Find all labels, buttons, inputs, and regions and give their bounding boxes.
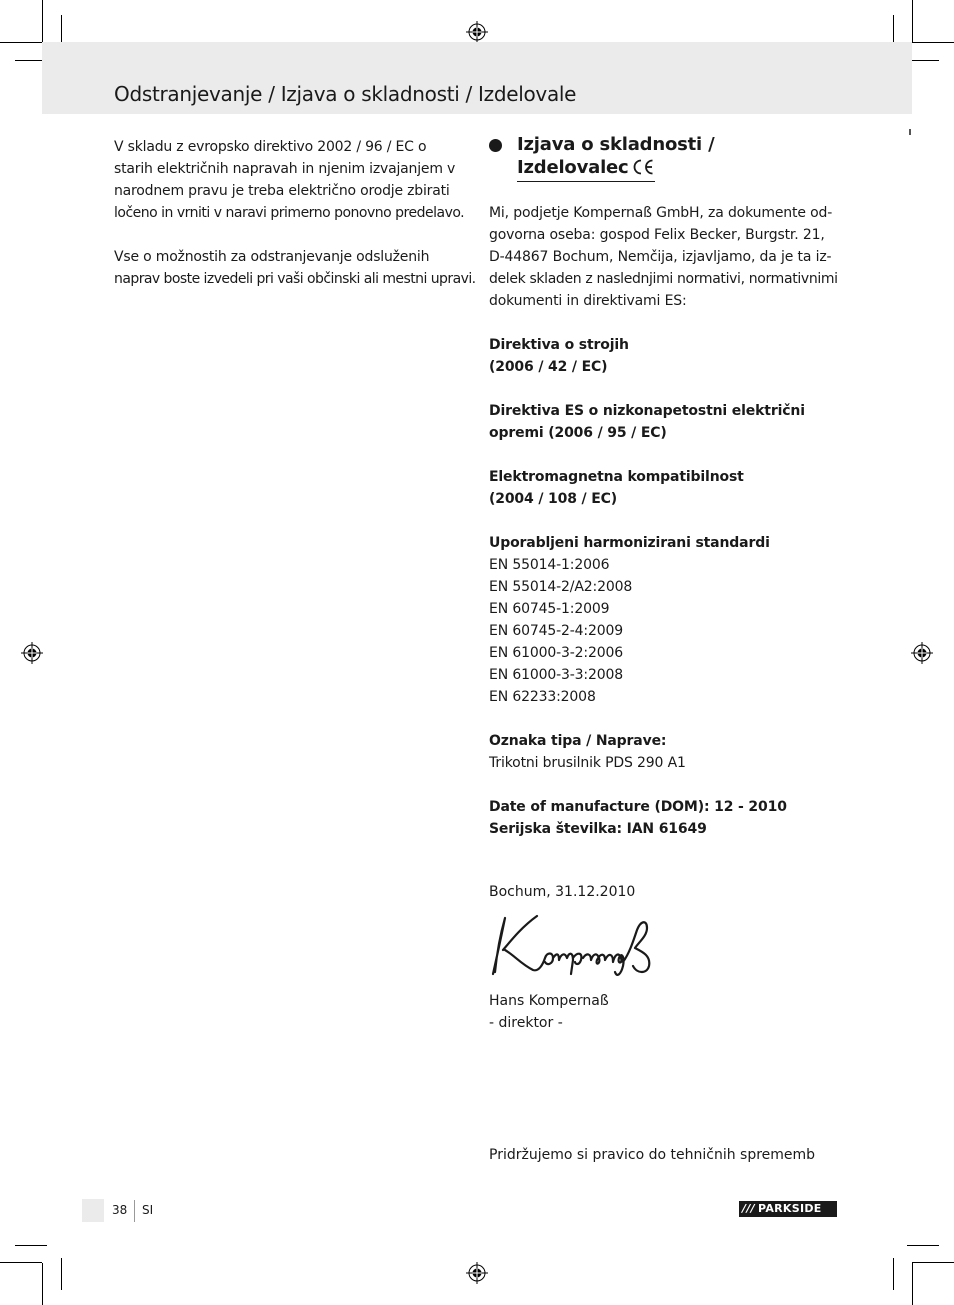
page-tab: [82, 1199, 104, 1222]
crop-mark: [907, 1245, 939, 1246]
directive-line: (2004 / 108 / EC): [489, 491, 617, 507]
registration-mark-icon: [466, 1262, 488, 1284]
crop-mark: [912, 0, 913, 42]
standard-item: EN 61000-3-3:2008: [489, 667, 624, 683]
text-line: Mi, podjetje Kompernaß GmbH, za dokumente od-: [489, 205, 833, 221]
brand-slashes: ///: [742, 1202, 755, 1215]
crop-mark: [42, 1263, 43, 1305]
crop-mark: [0, 1262, 42, 1263]
text-line: Vse o možnostih za odstranjevanje odsluženih: [114, 249, 430, 265]
signer-title: - direktor -: [489, 1015, 563, 1031]
disposal-paragraph: [114, 246, 476, 290]
standards-heading: Uporabljeni harmonizirani standardi: [489, 535, 770, 551]
ce-mark-icon: [631, 158, 655, 176]
text-line: ločeno in vrniti v naravi primerno ponovno predelavo.: [114, 205, 465, 221]
standards-block: [489, 532, 841, 708]
text-line: narodnem pravu je treba električno orodje zbirati: [114, 183, 450, 199]
directive-line: Direktiva o strojih: [489, 337, 629, 353]
signature-icon: [487, 912, 663, 980]
crop-mark: [912, 1262, 954, 1263]
directive-line: (2006 / 42 / EC): [489, 359, 608, 375]
standard-item: EN 60745-2-4:2009: [489, 623, 624, 639]
signer-name: Hans Kompernaß: [489, 993, 609, 1009]
directive-emc: [489, 466, 841, 510]
text-line: D-44867 Bochum, Nemčija, izjavljamo, da je ta iz-: [489, 249, 832, 265]
page-language: SI: [142, 1203, 154, 1217]
directive-line: Elektromagnetna kompatibilnost: [489, 469, 744, 485]
manufacture-block: [489, 796, 841, 840]
crop-mark: [912, 1263, 913, 1305]
crop-mark: [15, 1245, 47, 1246]
heading-line: Izjava o skladnosti /: [517, 134, 715, 155]
reserve-note: Pridržujemo si pravico do tehničnih sprememb: [489, 1147, 816, 1163]
disposal-text: [114, 136, 476, 312]
place-date: Bochum, 31.12.2010: [489, 884, 636, 900]
heading-line-underlined: [517, 156, 655, 182]
registration-mark-icon: [21, 642, 43, 664]
standard-item: EN 62233:2008: [489, 689, 596, 705]
crop-mark: [912, 42, 954, 43]
edge-tick: [909, 129, 911, 135]
crop-mark: [893, 1258, 894, 1290]
crop-mark: [0, 42, 42, 43]
standard-item: EN 55014-1:2006: [489, 557, 610, 573]
standard-item: EN 60745-1:2009: [489, 601, 610, 617]
registration-mark-icon: [911, 642, 933, 664]
page-title: Odstranjevanje / Izjava o skladnosti / Izdelovale: [114, 82, 577, 106]
brand-name: PARKSIDE: [758, 1202, 822, 1215]
text-line: govorna oseba: gospod Felix Becker, Burgstr. 21,: [489, 227, 825, 243]
crop-mark: [61, 1258, 62, 1290]
directive-machinery: [489, 334, 841, 378]
directive-line: opremi (2006 / 95 / EC): [489, 425, 667, 441]
directive-line: Direktiva ES o nizkonapetostni električni: [489, 403, 805, 419]
serial-number: Serijska številka: IAN 61649: [489, 821, 707, 837]
text-line: dokumenti in direktivami ES:: [489, 293, 687, 309]
directive-low-voltage: [489, 400, 841, 444]
brand-logo: [739, 1201, 837, 1217]
disposal-paragraph: [114, 136, 466, 224]
heading-text: Izdelovalec: [517, 157, 629, 178]
bullet-icon: [489, 139, 502, 152]
footer-divider: [134, 1200, 135, 1222]
text-line: V skladu z evropsko direktivo 2002 / 96 / EC o: [114, 139, 427, 155]
type-value: Trikotni brusilnik PDS 290 A1: [489, 755, 686, 771]
standard-item: EN 61000-3-2:2006: [489, 645, 624, 661]
declaration-body: [489, 202, 841, 840]
crop-mark: [42, 0, 43, 42]
registration-mark-icon: [466, 21, 488, 43]
signer-block: [489, 990, 609, 1034]
text-line: delek skladen z naslednjimi normativi, normativnimi: [489, 271, 838, 287]
text-line: starih električnih napravah in njenim izvajanjem v: [114, 161, 456, 177]
type-heading: Oznaka tipa / Naprave:: [489, 733, 667, 749]
text-line: naprav boste izvedeli pri vaši občinski ali mestni upravi.: [114, 271, 476, 287]
type-block: [489, 730, 841, 774]
standard-item: EN 55014-2/A2:2008: [489, 579, 633, 595]
date-of-manufacture: Date of manufacture (DOM): 12 - 2010: [489, 799, 787, 815]
intro-paragraph: [489, 202, 841, 312]
page-number: 38: [112, 1203, 128, 1217]
